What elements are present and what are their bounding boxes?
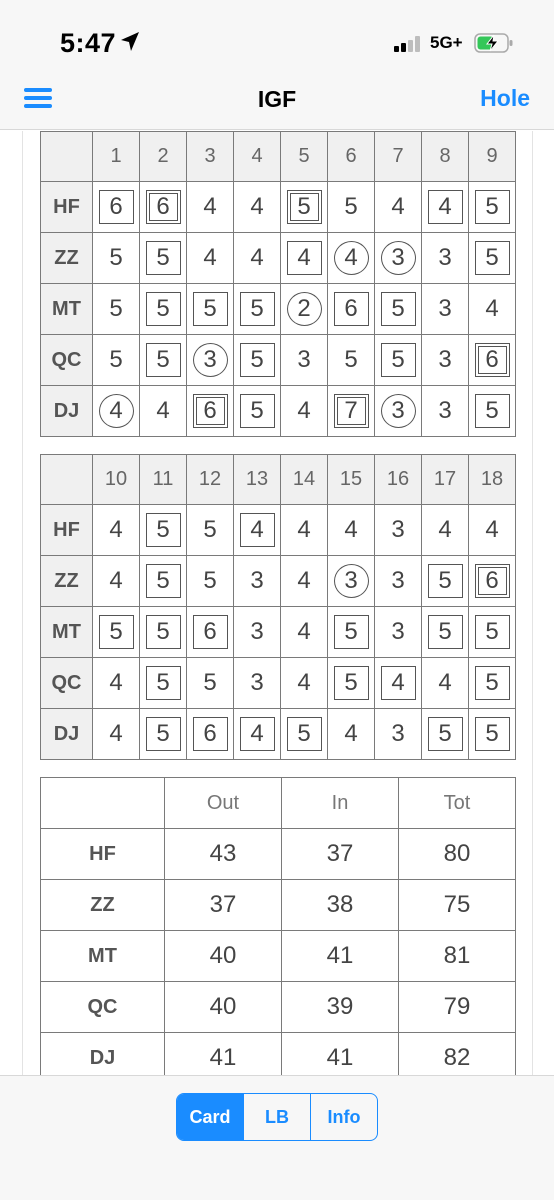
hole-number: 7 xyxy=(375,132,422,182)
score-value: 5 xyxy=(475,394,510,428)
score-value: 7 xyxy=(334,394,369,428)
score-cell[interactable] xyxy=(234,505,281,556)
front-nine-table xyxy=(40,131,516,437)
hole-button[interactable]: Hole xyxy=(480,85,530,111)
navigation-bar xyxy=(0,76,554,130)
hole-number: 5 xyxy=(281,132,328,182)
score-cell[interactable] xyxy=(328,556,375,607)
score-value: 6 xyxy=(146,190,181,224)
total-value: 37 xyxy=(165,880,282,931)
totals-column-header: Out xyxy=(165,778,282,829)
score-value: 5 xyxy=(334,615,369,649)
score-cell[interactable] xyxy=(187,182,234,233)
score-value: 5 xyxy=(240,292,275,326)
score-value: 5 xyxy=(240,343,275,377)
score-value: 5 xyxy=(109,346,123,373)
score-value: 5 xyxy=(334,666,369,700)
score-value: 3 xyxy=(250,669,264,696)
score-cell[interactable] xyxy=(328,607,375,658)
score-cell[interactable] xyxy=(469,658,516,709)
score-value: 4 xyxy=(109,720,123,747)
scorecard-view[interactable] xyxy=(0,131,554,1075)
score-value: 5 xyxy=(381,343,416,377)
hole-number-row xyxy=(41,132,516,182)
score-cell[interactable] xyxy=(375,607,422,658)
player-score-row xyxy=(41,233,516,284)
view-segmented-control[interactable] xyxy=(176,1093,378,1141)
score-cell[interactable] xyxy=(187,505,234,556)
score-value: 4 xyxy=(391,193,405,220)
score-cell[interactable] xyxy=(328,284,375,335)
score-cell[interactable] xyxy=(469,556,516,607)
score-value: 6 xyxy=(99,190,134,224)
score-cell[interactable] xyxy=(375,284,422,335)
player-initials: QC xyxy=(41,658,93,709)
score-cell[interactable] xyxy=(93,182,140,233)
score-cell[interactable] xyxy=(140,284,187,335)
network-type: 5G+ xyxy=(430,33,463,52)
score-value: 5 xyxy=(203,516,217,543)
totals-row xyxy=(41,1033,516,1076)
hole-number: 17 xyxy=(422,455,469,505)
score-value: 5 xyxy=(146,564,181,598)
score-cell[interactable] xyxy=(234,709,281,760)
score-value: 5 xyxy=(428,717,463,751)
score-cell[interactable] xyxy=(328,709,375,760)
cellular-signal-icon xyxy=(394,36,424,52)
score-value: 5 xyxy=(109,244,123,271)
score-cell[interactable] xyxy=(422,658,469,709)
score-cell[interactable] xyxy=(281,335,328,386)
score-value: 3 xyxy=(250,618,264,645)
score-value: 5 xyxy=(146,343,181,377)
total-value: 39 xyxy=(282,982,399,1033)
player-score-row xyxy=(41,182,516,233)
score-value: 6 xyxy=(193,394,228,428)
score-cell[interactable] xyxy=(422,505,469,556)
score-value: 5 xyxy=(193,292,228,326)
score-value: 3 xyxy=(438,346,452,373)
player-initials: HF xyxy=(41,182,93,233)
score-value: 4 xyxy=(297,516,311,543)
score-value: 5 xyxy=(287,717,322,751)
score-value: 6 xyxy=(475,343,510,377)
score-cell[interactable] xyxy=(140,182,187,233)
score-value: 5 xyxy=(146,241,181,275)
status-bar xyxy=(0,0,554,76)
score-cell[interactable] xyxy=(469,233,516,284)
score-cell[interactable] xyxy=(375,709,422,760)
score-value: 5 xyxy=(344,346,358,373)
score-cell[interactable] xyxy=(234,658,281,709)
score-value: 5 xyxy=(109,295,123,322)
score-cell[interactable] xyxy=(469,386,516,437)
score-value: 4 xyxy=(297,567,311,594)
totals-header-row xyxy=(41,778,516,829)
totals-row xyxy=(41,829,516,880)
score-value: 5 xyxy=(475,666,510,700)
score-cell[interactable] xyxy=(422,556,469,607)
total-value: 43 xyxy=(165,829,282,880)
totals-row xyxy=(41,931,516,982)
tab-card[interactable]: Card xyxy=(177,1094,243,1140)
score-cell[interactable] xyxy=(187,556,234,607)
score-value: 3 xyxy=(391,516,405,543)
score-cell[interactable] xyxy=(375,335,422,386)
score-value: 4 xyxy=(287,241,322,275)
score-value: 5 xyxy=(146,513,181,547)
score-cell[interactable] xyxy=(469,335,516,386)
score-value: 4 xyxy=(297,669,311,696)
score-cell[interactable] xyxy=(187,233,234,284)
total-value: 40 xyxy=(165,982,282,1033)
score-cell[interactable] xyxy=(375,182,422,233)
score-value: 6 xyxy=(193,717,228,751)
score-cell[interactable] xyxy=(140,556,187,607)
score-value: 3 xyxy=(438,244,452,271)
back-nine-table xyxy=(40,454,516,760)
player-initials: DJ xyxy=(41,386,93,437)
score-cell[interactable] xyxy=(375,233,422,284)
hole-number: 16 xyxy=(375,455,422,505)
score-cell[interactable] xyxy=(93,284,140,335)
total-value: 82 xyxy=(399,1033,516,1076)
player-initials: MT xyxy=(41,607,93,658)
score-value: 3 xyxy=(381,394,416,428)
player-score-row xyxy=(41,505,516,556)
total-value: 38 xyxy=(282,880,399,931)
score-value: 4 xyxy=(334,241,369,275)
score-cell[interactable] xyxy=(281,386,328,437)
score-value: 4 xyxy=(485,295,499,322)
score-value: 3 xyxy=(438,397,452,424)
total-value: 41 xyxy=(282,931,399,982)
hole-number: 13 xyxy=(234,455,281,505)
hole-number: 12 xyxy=(187,455,234,505)
score-value: 6 xyxy=(193,615,228,649)
score-cell[interactable] xyxy=(140,709,187,760)
hole-number: 11 xyxy=(140,455,187,505)
score-cell[interactable] xyxy=(281,607,328,658)
score-value: 3 xyxy=(391,567,405,594)
score-value: 2 xyxy=(287,292,322,326)
score-value: 4 xyxy=(485,516,499,543)
totals-column-header: In xyxy=(282,778,399,829)
score-cell[interactable] xyxy=(422,233,469,284)
score-value: 4 xyxy=(250,244,264,271)
score-value: 3 xyxy=(250,567,264,594)
player-score-row xyxy=(41,709,516,760)
score-cell[interactable] xyxy=(140,335,187,386)
score-cell[interactable] xyxy=(469,284,516,335)
score-value: 4 xyxy=(344,516,358,543)
score-cell[interactable] xyxy=(140,233,187,284)
score-value: 5 xyxy=(344,193,358,220)
total-value: 37 xyxy=(282,829,399,880)
location-arrow-icon xyxy=(120,31,140,53)
score-cell[interactable] xyxy=(328,182,375,233)
player-score-row xyxy=(41,386,516,437)
score-value: 3 xyxy=(438,295,452,322)
score-cell[interactable] xyxy=(422,182,469,233)
player-initials: QC xyxy=(41,982,165,1033)
score-cell[interactable] xyxy=(187,335,234,386)
tab-lb[interactable]: LB xyxy=(243,1094,310,1140)
right-divider xyxy=(532,131,533,1075)
player-initials: ZZ xyxy=(41,556,93,607)
score-cell[interactable] xyxy=(375,386,422,437)
player-score-row xyxy=(41,284,516,335)
score-value: 5 xyxy=(475,190,510,224)
battery-charging-icon xyxy=(474,32,514,54)
totals-row xyxy=(41,880,516,931)
score-value: 5 xyxy=(203,669,217,696)
player-score-row xyxy=(41,335,516,386)
status-time: 5:47 xyxy=(60,28,117,58)
score-value: 4 xyxy=(250,193,264,220)
score-value: 4 xyxy=(438,516,452,543)
score-value: 5 xyxy=(428,564,463,598)
score-value: 5 xyxy=(146,292,181,326)
score-cell[interactable] xyxy=(140,505,187,556)
totals-row xyxy=(41,982,516,1033)
hole-number: 2 xyxy=(140,132,187,182)
score-cell[interactable] xyxy=(469,182,516,233)
score-cell[interactable] xyxy=(281,284,328,335)
score-value: 3 xyxy=(391,618,405,645)
corner-cell xyxy=(41,455,93,505)
score-cell[interactable] xyxy=(469,607,516,658)
player-initials: MT xyxy=(41,284,93,335)
score-value: 3 xyxy=(193,343,228,377)
score-value: 4 xyxy=(428,190,463,224)
score-cell[interactable] xyxy=(140,386,187,437)
score-cell[interactable] xyxy=(93,386,140,437)
score-cell[interactable] xyxy=(281,505,328,556)
score-cell[interactable] xyxy=(375,556,422,607)
score-value: 5 xyxy=(240,394,275,428)
totals-column-header: Tot xyxy=(399,778,516,829)
bottom-bar xyxy=(0,1075,554,1200)
totals-corner-cell xyxy=(41,778,165,829)
score-value: 3 xyxy=(334,564,369,598)
score-cell[interactable] xyxy=(234,386,281,437)
score-cell[interactable] xyxy=(375,658,422,709)
score-cell[interactable] xyxy=(422,284,469,335)
player-initials: ZZ xyxy=(41,233,93,284)
score-value: 5 xyxy=(381,292,416,326)
score-value: 5 xyxy=(475,717,510,751)
score-cell[interactable] xyxy=(281,709,328,760)
player-initials: DJ xyxy=(41,709,93,760)
player-initials: QC xyxy=(41,335,93,386)
score-cell[interactable] xyxy=(93,335,140,386)
corner-cell xyxy=(41,132,93,182)
score-cell[interactable] xyxy=(281,556,328,607)
score-cell[interactable] xyxy=(328,233,375,284)
score-cell[interactable] xyxy=(93,607,140,658)
total-value: 80 xyxy=(399,829,516,880)
score-cell[interactable] xyxy=(234,182,281,233)
score-value: 4 xyxy=(99,394,134,428)
hole-number: 10 xyxy=(93,455,140,505)
hole-number: 15 xyxy=(328,455,375,505)
score-value: 3 xyxy=(391,720,405,747)
player-score-row xyxy=(41,658,516,709)
score-value: 5 xyxy=(99,615,134,649)
score-value: 4 xyxy=(381,666,416,700)
score-cell[interactable] xyxy=(93,658,140,709)
score-value: 4 xyxy=(109,669,123,696)
player-score-row xyxy=(41,556,516,607)
score-value: 5 xyxy=(428,615,463,649)
score-value: 4 xyxy=(240,717,275,751)
score-cell[interactable] xyxy=(422,335,469,386)
score-cell[interactable] xyxy=(187,284,234,335)
score-cell[interactable] xyxy=(234,335,281,386)
tab-info[interactable]: Info xyxy=(310,1094,377,1140)
score-cell[interactable] xyxy=(281,233,328,284)
score-value: 3 xyxy=(381,241,416,275)
player-initials: HF xyxy=(41,829,165,880)
score-cell[interactable] xyxy=(187,607,234,658)
score-cell[interactable] xyxy=(93,709,140,760)
total-value: 40 xyxy=(165,931,282,982)
total-value: 79 xyxy=(399,982,516,1033)
hole-number: 6 xyxy=(328,132,375,182)
score-value: 4 xyxy=(109,567,123,594)
score-value: 5 xyxy=(146,666,181,700)
totals-table xyxy=(40,777,516,1075)
hole-number: 1 xyxy=(93,132,140,182)
score-value: 5 xyxy=(146,717,181,751)
score-cell[interactable] xyxy=(234,556,281,607)
score-value: 4 xyxy=(109,516,123,543)
hamburger-menu-icon[interactable] xyxy=(24,84,54,114)
score-value: 4 xyxy=(203,193,217,220)
hole-number: 18 xyxy=(469,455,516,505)
score-cell[interactable] xyxy=(328,386,375,437)
score-cell[interactable] xyxy=(328,658,375,709)
score-cell[interactable] xyxy=(93,233,140,284)
score-value: 5 xyxy=(287,190,322,224)
score-value: 4 xyxy=(344,720,358,747)
player-initials: HF xyxy=(41,505,93,556)
score-value: 4 xyxy=(156,397,170,424)
score-value: 5 xyxy=(475,615,510,649)
score-cell[interactable] xyxy=(93,556,140,607)
score-value: 6 xyxy=(334,292,369,326)
score-cell[interactable] xyxy=(140,658,187,709)
score-cell[interactable] xyxy=(234,284,281,335)
total-value: 41 xyxy=(282,1033,399,1076)
score-cell[interactable] xyxy=(281,182,328,233)
score-cell[interactable] xyxy=(469,505,516,556)
score-cell[interactable] xyxy=(469,709,516,760)
player-initials: MT xyxy=(41,931,165,982)
score-cell[interactable] xyxy=(328,335,375,386)
score-value: 5 xyxy=(146,615,181,649)
score-value: 4 xyxy=(240,513,275,547)
page-title: IGF xyxy=(257,86,297,112)
score-cell[interactable] xyxy=(281,658,328,709)
score-value: 4 xyxy=(297,618,311,645)
score-value: 5 xyxy=(203,567,217,594)
score-cell[interactable] xyxy=(187,386,234,437)
hole-number: 4 xyxy=(234,132,281,182)
score-cell[interactable] xyxy=(187,709,234,760)
score-value: 3 xyxy=(297,346,311,373)
score-cell[interactable] xyxy=(422,386,469,437)
player-initials: DJ xyxy=(41,1033,165,1076)
score-value: 4 xyxy=(203,244,217,271)
score-cell[interactable] xyxy=(328,505,375,556)
total-value: 75 xyxy=(399,880,516,931)
hole-number-row xyxy=(41,455,516,505)
total-value: 81 xyxy=(399,931,516,982)
score-cell[interactable] xyxy=(187,658,234,709)
hole-number: 9 xyxy=(469,132,516,182)
score-cell[interactable] xyxy=(422,709,469,760)
total-value: 41 xyxy=(165,1033,282,1076)
score-value: 4 xyxy=(438,669,452,696)
player-score-row xyxy=(41,607,516,658)
player-initials: ZZ xyxy=(41,880,165,931)
score-cell[interactable] xyxy=(140,607,187,658)
score-value: 4 xyxy=(297,397,311,424)
hole-number: 3 xyxy=(187,132,234,182)
score-cell[interactable] xyxy=(234,233,281,284)
hole-number: 8 xyxy=(422,132,469,182)
score-value: 5 xyxy=(475,241,510,275)
score-cell[interactable] xyxy=(375,505,422,556)
score-cell[interactable] xyxy=(234,607,281,658)
left-divider xyxy=(22,131,23,1075)
hole-number: 14 xyxy=(281,455,328,505)
score-value: 6 xyxy=(475,564,510,598)
score-cell[interactable] xyxy=(93,505,140,556)
score-cell[interactable] xyxy=(422,607,469,658)
